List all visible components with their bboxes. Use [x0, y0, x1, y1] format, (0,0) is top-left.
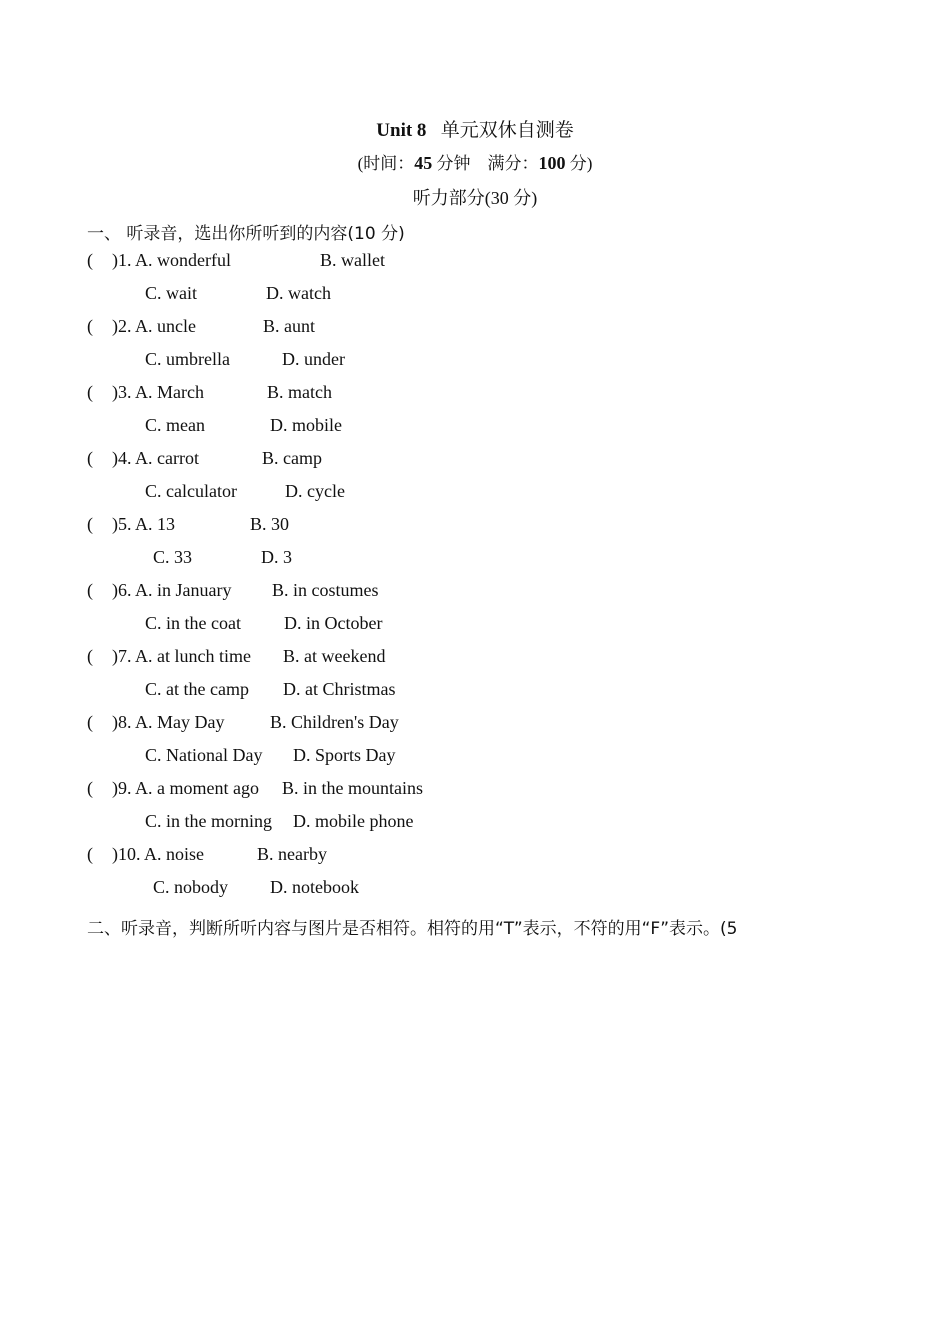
question-7-option-d: D. at Christmas	[283, 679, 396, 699]
question-1-option-a: )1. A. wonderful	[112, 250, 231, 270]
question-2-option-b: B. aunt	[263, 316, 315, 336]
question-3-option-d: D. mobile	[270, 415, 342, 435]
score-value: 100	[538, 153, 566, 173]
question-6-option-b: B. in costumes	[272, 580, 379, 600]
question-4-option-b: B. camp	[262, 448, 322, 468]
answer-paren[interactable]: (	[87, 316, 93, 336]
question-9-option-b: B. in the mountains	[282, 778, 423, 798]
question-1-option-b: B. wallet	[320, 250, 385, 270]
question-2-option-a: )2. A. uncle	[112, 316, 196, 336]
score-label: 满分：	[487, 154, 539, 173]
question-1-option-d: D. watch	[266, 283, 331, 303]
question-7-option-b: B. at weekend	[283, 646, 386, 666]
unit-label: Unit 8	[376, 120, 427, 141]
question-2-option-c: C. umbrella	[145, 349, 230, 369]
part1-heading: 一、 听录音，选出你所听到的内容(10 分)	[87, 224, 405, 244]
answer-paren[interactable]: (	[87, 448, 93, 468]
question-4-option-d: D. cycle	[285, 481, 345, 501]
answer-paren[interactable]: (	[87, 514, 93, 534]
answer-paren[interactable]: (	[87, 382, 93, 402]
question-6-option-d: D. in October	[284, 613, 383, 633]
question-5-option-d: D. 3	[261, 547, 292, 567]
title-name: 单元双休自测卷	[440, 120, 574, 141]
answer-paren[interactable]: (	[87, 778, 93, 798]
question-8-option-a: )8. A. May Day	[112, 712, 225, 732]
question-10-option-b: B. nearby	[257, 844, 327, 864]
time-unit: 分钟	[436, 154, 471, 173]
question-1-option-c: C. wait	[145, 283, 197, 303]
question-2-option-d: D. under	[282, 349, 345, 369]
question-5-option-a: )5. A. 13	[112, 514, 175, 534]
question-4-option-c: C. calculator	[145, 481, 237, 501]
question-6-option-a: )6. A. in January	[112, 580, 232, 600]
question-10-option-a: )10. A. noise	[112, 844, 204, 864]
answer-paren[interactable]: (	[87, 250, 93, 270]
question-3-option-a: )3. A. March	[112, 382, 204, 402]
question-5-option-c: C. 33	[153, 547, 193, 567]
question-3-option-c: C. mean	[145, 415, 205, 435]
time-value: 45	[414, 153, 433, 173]
question-9-option-c: C. in the morning	[145, 811, 272, 831]
question-10-option-d: D. notebook	[270, 877, 359, 897]
question-9-option-d: D. mobile phone	[293, 811, 414, 831]
answer-paren[interactable]: (	[87, 580, 93, 600]
question-10-option-c: C. nobody	[153, 877, 229, 897]
question-5-option-b: B. 30	[250, 514, 290, 534]
question-8-option-d: D. Sports Day	[293, 745, 396, 765]
question-7-option-c: C. at the camp	[145, 679, 249, 699]
question-4-option-a: )4. A. carrot	[112, 448, 199, 468]
question-3-option-b: B. match	[267, 382, 332, 402]
part2-heading: 二、听录音，判断所听内容与图片是否相符。相符的用“T”表示，不符的用“F”表示。(5	[87, 919, 738, 939]
question-6-option-c: C. in the coat	[145, 613, 241, 633]
question-8-option-b: B. Children's Day	[270, 712, 399, 732]
score-unit: 分)	[569, 154, 593, 173]
page-title	[0, 115, 950, 142]
answer-paren[interactable]: (	[87, 844, 93, 864]
exam-meta	[0, 149, 950, 174]
meta-prefix: (时间：	[357, 154, 415, 173]
answer-paren[interactable]: (	[87, 646, 93, 666]
section-listening: 听力部分(30 分)	[412, 188, 538, 208]
answer-paren[interactable]: (	[87, 712, 93, 732]
question-8-option-c: C. National Day	[145, 745, 263, 765]
question-7-option-a: )7. A. at lunch time	[112, 646, 251, 666]
question-9-option-a: )9. A. a moment ago	[112, 778, 259, 798]
